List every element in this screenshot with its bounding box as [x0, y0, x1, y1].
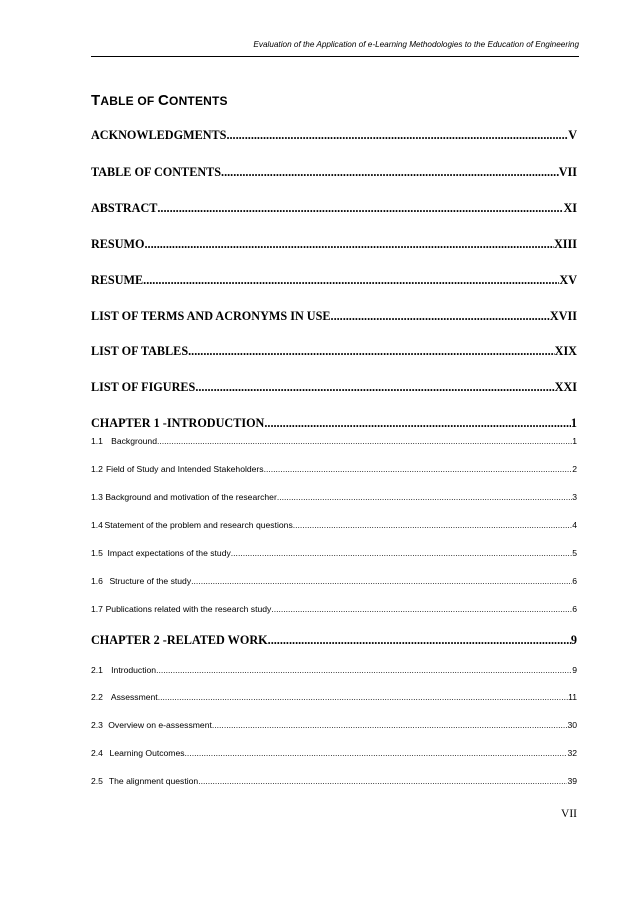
header-rule [91, 56, 579, 57]
toc-entry-title: Statement of the problem and research questions [104, 520, 293, 530]
toc-entry-title: Field of Study and Intended Stakeholders [105, 464, 264, 474]
toc-dot-leader [212, 720, 568, 730]
toc-dot-leader [191, 576, 572, 586]
toc-entry-number: CHAPTER 1 - [91, 416, 167, 430]
toc-dot-leader [264, 464, 573, 474]
toc-entry-page: 9 [572, 665, 577, 675]
toc-entry-page: 11 [568, 692, 577, 702]
toc-entry-title: Background and motivation of the researcher [105, 492, 277, 502]
toc-dot-leader [264, 416, 571, 431]
toc-entry-title: INTRODUCTION [166, 416, 265, 430]
toc-dot-leader [331, 309, 550, 324]
toc-entry-page: VII [558, 165, 577, 179]
toc-entry-title: Assessment [110, 692, 158, 702]
toc-title-part-1: ABLE OF [100, 94, 158, 108]
toc-entry-number: 1.4 [91, 520, 103, 530]
toc-entry[interactable] [91, 237, 577, 252]
toc-entry-number: 2.5 [91, 776, 103, 786]
toc-entry-page: XVII [549, 309, 577, 323]
toc-entry-number: 2.2 [91, 692, 103, 702]
page-number: VII [561, 808, 577, 820]
toc-entry[interactable] [91, 720, 577, 730]
toc-dot-leader [156, 665, 572, 675]
toc-entry[interactable] [91, 201, 577, 216]
running-header: Evaluation of the Application of e-Learning Methodologies to the Education of Engineering [253, 40, 579, 49]
toc-title-letter-t: T [91, 92, 101, 109]
toc-entry[interactable] [91, 604, 577, 614]
toc-entry-number: 2.3 [91, 720, 103, 730]
toc-entry-page: 3 [572, 492, 577, 502]
toc-entry-page: XIX [554, 344, 577, 358]
toc-entry-page: XV [559, 273, 577, 287]
toc-entry[interactable] [91, 748, 577, 758]
toc-entry[interactable] [91, 576, 577, 586]
toc-entry[interactable] [91, 416, 577, 431]
toc-entry[interactable] [91, 464, 577, 474]
toc-dot-leader [157, 436, 572, 446]
toc-entry-page: 4 [572, 520, 577, 530]
toc-entry-title: RELATED WORK [166, 633, 268, 647]
toc-entry[interactable] [91, 665, 577, 675]
toc-entry-page: XXI [554, 380, 577, 394]
toc-entry[interactable] [91, 548, 577, 558]
toc-dot-leader [198, 776, 567, 786]
toc-entry-title: Background [111, 436, 157, 446]
toc-entry-title: Overview on e-assessment [108, 720, 212, 730]
toc-entry[interactable] [91, 776, 577, 786]
toc-dot-leader [271, 604, 572, 614]
toc-dot-leader [277, 492, 572, 502]
toc-dot-leader [143, 273, 559, 288]
toc-entry[interactable] [91, 380, 577, 395]
toc-entry-number: 1.5 [91, 548, 103, 558]
toc-dot-leader [158, 692, 568, 702]
toc-entry-title: RESUME [91, 273, 144, 287]
toc-dot-leader [221, 165, 559, 180]
toc-entry-title: Publications related with the research study [105, 604, 272, 614]
toc-dot-leader [268, 633, 571, 648]
toc-entry[interactable] [91, 273, 577, 288]
toc-title-letter-c: C [157, 92, 170, 109]
toc-entry-number: 1.7 [91, 604, 103, 614]
toc-entry[interactable] [91, 128, 577, 143]
toc-entry-page: V [568, 128, 577, 142]
toc-entry-number: CHAPTER 2 - [91, 633, 167, 647]
toc-entry-title: LIST OF FIGURES [91, 380, 196, 394]
toc-dot-leader [157, 201, 563, 216]
toc-entry-page: 5 [572, 548, 577, 558]
toc-entry-title: Impact expectations of the study [107, 548, 231, 558]
toc-entry-page: XI [563, 201, 577, 215]
toc-entry-title: ACKNOWLEDGMENTS [91, 128, 227, 142]
toc-dot-leader [226, 128, 568, 143]
toc-entry-page: 6 [572, 604, 577, 614]
toc-entry[interactable] [91, 344, 577, 359]
toc-dot-leader [195, 380, 554, 395]
toc-entry[interactable] [91, 633, 577, 648]
toc-entry-number: 1.3 [91, 492, 103, 502]
toc-entry-page: 1 [572, 436, 577, 446]
toc-entry-number: 1.6 [91, 576, 103, 586]
toc-entry-title: Learning Outcomes [109, 748, 185, 758]
toc-entry-page: 6 [572, 576, 577, 586]
toc-dot-leader [293, 520, 572, 530]
toc-entry-number: 1.2 [91, 464, 103, 474]
toc-entry-title: LIST OF TABLES [91, 344, 189, 358]
toc-entry-page: 32 [567, 748, 577, 758]
toc-entry-title: TABLE OF CONTENTS [91, 165, 222, 179]
toc-entry[interactable] [91, 309, 577, 324]
toc-dot-leader [145, 237, 554, 252]
toc-title [91, 92, 228, 109]
toc-entry-page: XIII [553, 237, 577, 251]
toc-entry-page: 9 [570, 633, 577, 647]
toc-entry[interactable] [91, 436, 577, 446]
toc-entry-page: 30 [567, 720, 577, 730]
toc-entry-title: RESUMO [91, 237, 145, 251]
toc-entry-title: Introduction [111, 665, 157, 675]
toc-entry[interactable] [91, 692, 577, 702]
toc-entry-title: ABSTRACT [91, 201, 158, 215]
toc-entry[interactable] [91, 520, 577, 530]
toc-entry-page: 2 [572, 464, 577, 474]
toc-dot-leader [188, 344, 555, 359]
toc-entry-number: 1.1 [91, 436, 103, 446]
toc-entry-page: 39 [567, 776, 577, 786]
toc-entry-title: Structure of the study [109, 576, 192, 586]
toc-entry-page: 1 [570, 416, 577, 430]
toc-entry-number: 2.4 [91, 748, 103, 758]
toc-dot-leader [231, 548, 572, 558]
toc-entry[interactable] [91, 492, 577, 502]
toc-entry[interactable] [91, 165, 577, 180]
toc-entry-number: 2.1 [91, 665, 103, 675]
toc-title-part-2: ONTENTS [169, 94, 228, 108]
toc-dot-leader [185, 748, 568, 758]
toc-entry-title: LIST OF TERMS AND ACRONYMS IN USE [91, 309, 331, 323]
toc-entry-title: The alignment question [108, 776, 199, 786]
